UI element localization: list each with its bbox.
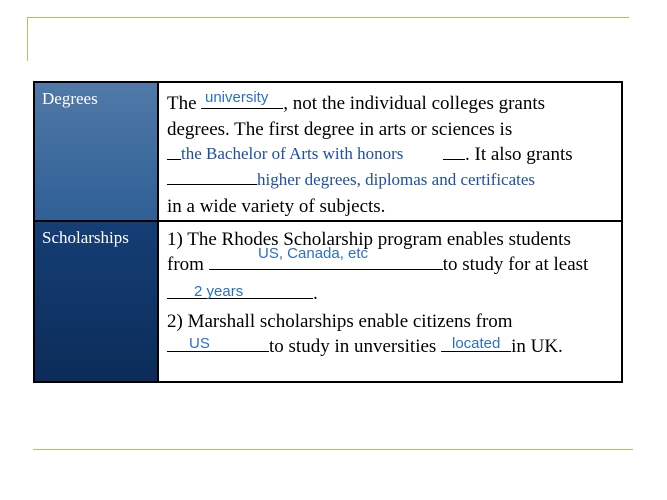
scholarships-line-2 [167,254,588,276]
blank-citizens [167,336,269,352]
text-segment: , not the individual colleges grants [283,93,546,114]
answer-countries: US, Canada, etc [258,245,369,262]
scholarships-header: Scholarships [35,222,159,381]
degrees-content [161,83,621,220]
answer-duration: 2 years [194,283,244,300]
degrees-line-2: degrees. The first degree in arts or sciences is [167,119,513,140]
left-decorative-rule [27,17,28,61]
bottom-decorative-rule [33,449,633,450]
scholarships-line-4: 2) Marshall scholarships enable citizens from [167,311,513,332]
text-segment: . It also grants [465,144,573,165]
degrees-line-5: in a wide variety of subjects. [167,196,386,217]
degrees-row [35,83,621,222]
blank-higher-degrees [167,169,257,185]
scholarships-content [161,222,621,381]
text-segment: from [167,254,209,275]
answer-citizens: US [189,335,210,352]
scholarships-line-5 [167,336,563,358]
text-segment: . [313,283,318,304]
text-segment: to study in unversities [269,336,442,357]
degrees-header: Degrees [35,83,159,220]
text-segment: in UK. [511,336,563,357]
text-segment: to study for at least [442,254,589,275]
scholarships-row [35,222,621,381]
answer-bachelor: the Bachelor of Arts with honors [181,144,404,163]
answer-located: located [452,335,501,352]
blank-first-degree-end [443,144,465,160]
blank-first-degree-start [167,144,181,160]
scholarships-line-1: 1) The Rhodes Scholarship program enables students [167,229,571,250]
answer-higher-degrees: higher degrees, diplomas and certificates [257,170,536,189]
answer-university: university [205,89,269,106]
text-segment: The [167,93,202,114]
degrees-line-4 [167,169,257,191]
info-table [33,81,623,383]
top-decorative-rule [27,17,629,18]
